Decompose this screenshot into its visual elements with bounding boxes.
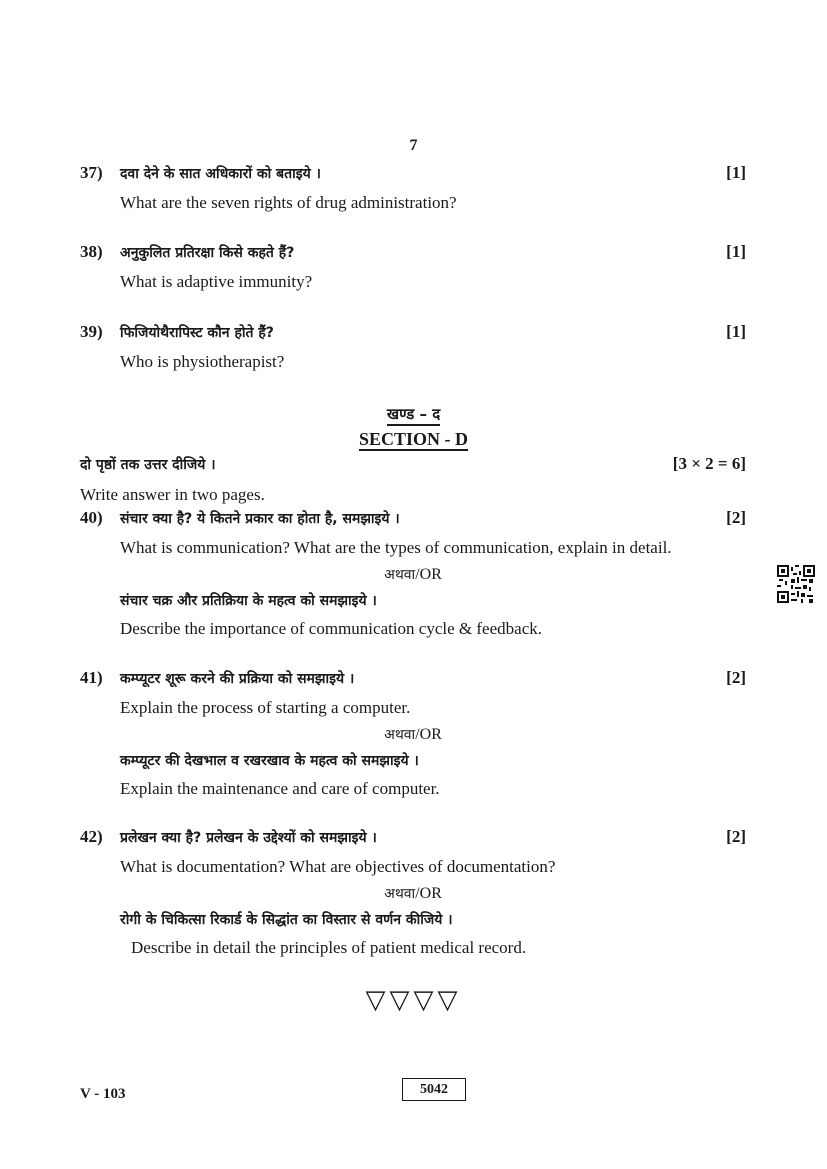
question-english: Who is physiotherapist? — [120, 352, 285, 371]
paper-code-box: 5042 — [402, 1078, 466, 1101]
question-number: 39) — [80, 322, 103, 341]
question-marks: [1] — [726, 242, 746, 261]
question-hindi: दवा देने के सात अधिकारों को बताइये । — [120, 166, 321, 182]
alternative-question-hindi: रोगी के चिकित्सा रिकार्ड के सिद्धांत का विस्तार से वर्णन कीजिये । — [120, 912, 453, 928]
alternative-question-english: Describe the importance of communication cycle & feedback. — [120, 619, 542, 638]
subject-code: V - 103 — [80, 1086, 126, 1102]
or-divider: अथवा/OR — [384, 885, 442, 902]
question-marks: [2] — [726, 827, 746, 846]
question-hindi: अनुकुलित प्रतिरक्षा किसे कहते हैं? — [120, 245, 295, 261]
instruction-hindi: दो पृष्ठों तक उत्तर दीजिये । — [80, 457, 216, 473]
question-english: What is communication? What are the types of communication, explain in detail. — [120, 538, 672, 557]
question-english: Explain the process of starting a computer. — [120, 698, 411, 717]
question-english: What is documentation? What are objectives of documentation? — [120, 857, 556, 876]
question-39 — [80, 322, 746, 375]
question-hindi: कम्प्यूटर शूरू करने की प्रक्रिया को समझाइये । — [120, 671, 355, 687]
alternative-question-english: Explain the maintenance and care of computer. — [120, 779, 440, 798]
question-number: 37) — [80, 163, 103, 182]
question-41 — [80, 668, 746, 802]
question-marks: [2] — [726, 508, 746, 527]
end-of-paper-marks: ▽▽▽▽ — [365, 985, 462, 1014]
or-divider: अथवा/OR — [384, 566, 442, 583]
section-marks: [3 × 2 = 6] — [672, 454, 746, 473]
question-number: 40) — [80, 508, 103, 527]
question-marks: [1] — [726, 322, 746, 341]
question-hindi: फिजियोथैरापिस्ट कौन होते हैं? — [120, 325, 274, 341]
page-number: 7 — [409, 137, 418, 154]
section-instructions — [80, 454, 746, 508]
alternative-question-english: Describe in detail the principles of patient medical record. — [131, 938, 527, 957]
question-english: What are the seven rights of drug administration? — [120, 193, 457, 212]
instruction-english: Write answer in two pages. — [80, 485, 265, 504]
question-40 — [80, 508, 746, 642]
section-title: SECTION - D — [358, 429, 469, 449]
question-number: 38) — [80, 242, 103, 261]
question-hindi: संचार क्या है? ये कितने प्रकार का होता है, समझाइये । — [120, 511, 400, 527]
question-37 — [80, 163, 746, 216]
question-number: 41) — [80, 668, 103, 687]
alternative-question-hindi: कम्प्यूटर की देखभाल व रखरखाव के महत्व को समझाइये । — [120, 753, 419, 769]
question-number: 42) — [80, 827, 103, 846]
question-hindi: प्रलेखन क्या है? प्रलेखन के उद्देश्यों को समझाइये । — [120, 830, 377, 846]
question-38 — [80, 242, 746, 295]
alternative-question-hindi: संचार चक्र और प्रतिक्रिया के महत्व को समझाइये । — [120, 593, 377, 609]
qr-code-icon — [777, 565, 815, 603]
section-title-hindi: खण्ड – द — [0, 404, 827, 424]
question-marks: [1] — [726, 163, 746, 182]
question-42 — [80, 827, 746, 961]
question-marks: [2] — [726, 668, 746, 687]
question-english: What is adaptive immunity? — [120, 272, 313, 291]
or-divider: अथवा/OR — [384, 726, 442, 743]
